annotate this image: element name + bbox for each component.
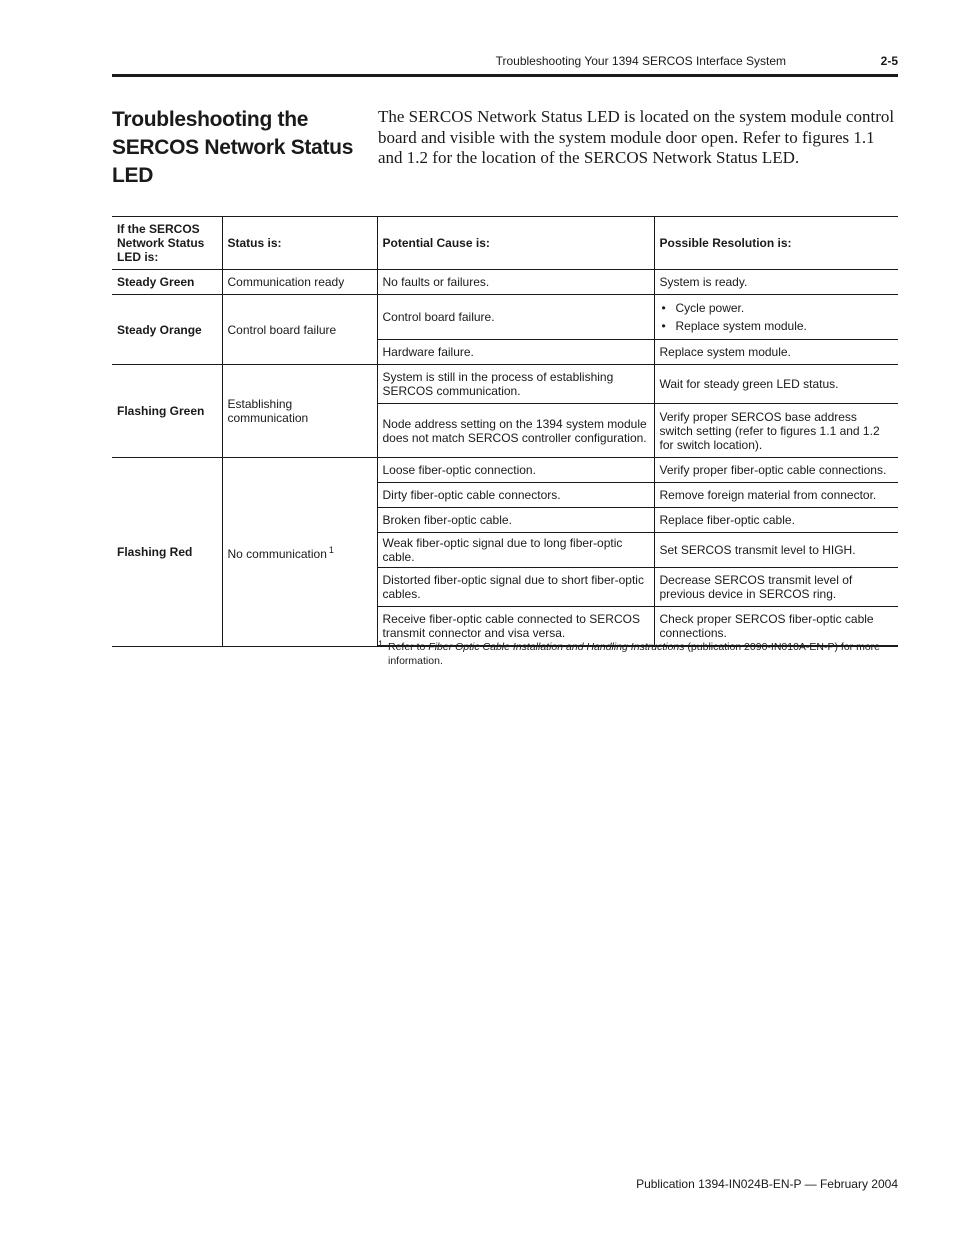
footnote-reference: 1 [328, 544, 334, 555]
running-title: Troubleshooting Your 1394 SERCOS Interface System [495, 54, 786, 68]
page-number: 2-5 [880, 54, 898, 68]
publication-footer: Publication 1394-IN024B-EN-P — February 2004 [636, 1177, 898, 1191]
resolution-cell: Verify proper SERCOS base address switch setting (refer to figures 1.1 and 1.2 for switch location). [654, 404, 898, 458]
status-cell: Control board failure [222, 295, 377, 365]
column-header-led: If the SERCOS Network Status LED is: [112, 217, 222, 270]
resolution-cell: System is ready. [654, 270, 898, 295]
table-row [112, 458, 898, 483]
resolution-cell [654, 295, 898, 340]
running-header [112, 52, 898, 70]
header-rule [112, 74, 898, 77]
resolution-cell: Decrease SERCOS transmit level of previous device in SERCOS ring. [654, 568, 898, 607]
led-state-cell: Steady Orange [112, 295, 222, 365]
cause-cell: No faults or failures. [377, 270, 654, 295]
table-row [112, 295, 898, 340]
bullet-icon: • [661, 301, 666, 315]
cause-cell: Control board failure. [377, 295, 654, 340]
column-header-status: Status is: [222, 217, 377, 270]
cause-cell: Hardware failure. [377, 340, 654, 365]
list-item [660, 317, 894, 335]
table-header-row [112, 217, 898, 270]
bullet-text: Replace system module. [675, 319, 807, 333]
status-cell [222, 458, 377, 647]
cause-cell: Broken fiber-optic cable. [377, 508, 654, 533]
column-header-resolution: Possible Resolution is: [654, 217, 898, 270]
resolution-cell: Check proper SERCOS fiber-optic cable connections. [654, 607, 898, 647]
resolution-cell: Remove foreign material from connector. [654, 483, 898, 508]
cause-cell: Dirty fiber-optic cable connectors. [377, 483, 654, 508]
resolution-cell: Set SERCOS transmit level to HIGH. [654, 533, 898, 568]
resolution-cell: Wait for steady green LED status. [654, 365, 898, 404]
cause-cell: Loose fiber-optic connection. [377, 458, 654, 483]
cause-cell: System is still in the process of establishing SERCOS communication. [377, 365, 654, 404]
bullet-text: Cycle power. [675, 301, 745, 315]
footnote-mark: 1 [378, 639, 384, 649]
resolution-cell: Replace system module. [654, 340, 898, 365]
status-cell: Establishing communication [222, 365, 377, 458]
led-status-table [112, 216, 898, 647]
cause-cell: Node address setting on the 1394 system module does not match SERCOS controller configuration. [377, 404, 654, 458]
resolution-cell: Replace fiber-optic cable. [654, 508, 898, 533]
footnote-prefix: Refer to [388, 641, 429, 653]
table-row [112, 270, 898, 295]
table-row [112, 365, 898, 404]
resolution-bullet-list [660, 299, 894, 335]
footnote-document-title: Fiber Optic Cable Installation and Handling Instructions [428, 641, 685, 653]
footnote-suffix: (publication 2090-IN010A-EN-P) for more information. [388, 641, 881, 667]
led-state-cell: Steady Green [112, 270, 222, 295]
cause-cell: Distorted fiber-optic signal due to short fiber-optic cables. [377, 568, 654, 607]
led-state-cell: Flashing Green [112, 365, 222, 458]
cause-cell: Weak fiber-optic signal due to long fiber-optic cable. [377, 533, 654, 568]
status-text: No communication [227, 546, 327, 561]
bullet-icon: • [661, 319, 666, 333]
section-title: Troubleshooting the SERCOS Network Status LED [112, 108, 354, 187]
status-cell: Communication ready [222, 270, 377, 295]
footnote-text [388, 640, 898, 668]
footnote [378, 640, 898, 668]
cause-cell: Receive fiber-optic cable connected to SERCOS transmit connector and visa versa. [377, 607, 654, 647]
intro-paragraph: The SERCOS Network Status LED is located on the system module control board and visible with the system module door open. Refer to figures 1.1 and 1.2 for the location of the SERCOS Network Status LED. [378, 107, 895, 167]
list-item [660, 299, 894, 317]
resolution-cell: Verify proper fiber-optic cable connections. [654, 458, 898, 483]
led-state-cell: Flashing Red [112, 458, 222, 647]
column-header-cause: Potential Cause is: [377, 217, 654, 270]
